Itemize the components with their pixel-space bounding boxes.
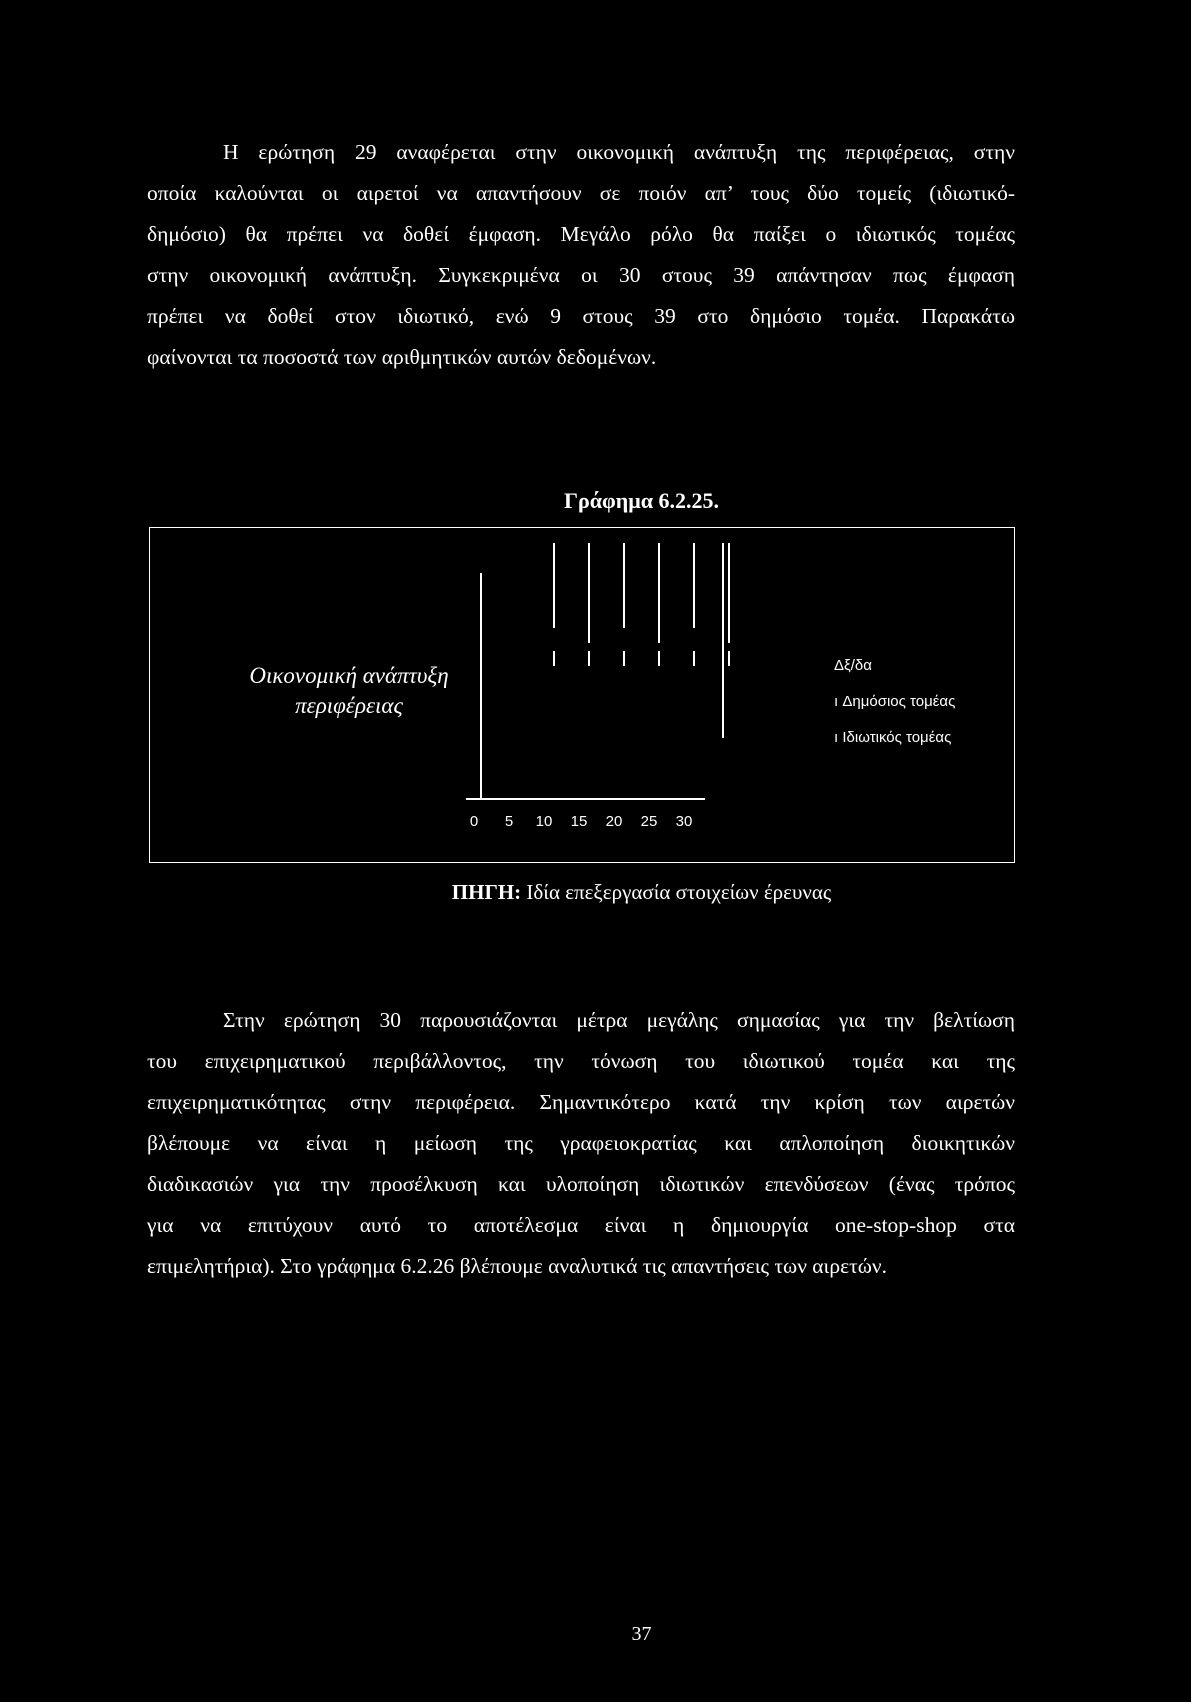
chart-frame (149, 527, 1015, 863)
chart-y-axis-line (480, 573, 482, 798)
chart-gridline (623, 543, 625, 628)
source-text: Ιδία επεξεργασία στοιχείων έρευνας (521, 880, 832, 904)
text-line: επιμελητήρια). Στο γράφημα 6.2.26 βλέπουμε αναλυτικά τις απαντήσεις των αιρετών. (147, 1254, 887, 1278)
x-tick-label: 10 (535, 813, 553, 830)
chart-gridline (588, 543, 590, 643)
legend-label: Δξ/δα (834, 657, 872, 674)
chart-gridline (658, 543, 660, 643)
text-line: Η ερώτηση 29 αναφέρεται στην οικονομική ανάπτυξη της περιφέρειας, στην (223, 140, 1015, 164)
legend-item-private: ı Ιδιωτικός τομέας (834, 729, 952, 746)
text-line: του επιχειρηματικού περιβάλλοντος, την τόνωση του ιδιωτικού τομέα και της (147, 1049, 1015, 1073)
text-line: βλέπουμε να είναι η μείωση της γραφειοκρατίας και απλοποίηση διοικητικών (147, 1131, 1015, 1155)
text-line: στην οικονομική ανάπτυξη. Συγκεκριμένα οι 30 στους 39 απάντησαν πως έμφαση (147, 263, 1015, 287)
intro-paragraph (147, 132, 1015, 378)
chart-gridline (588, 651, 590, 666)
text-line: για να επιτύχουν αυτό το αποτέλεσμα είναι η δημιουργία one-stop-shop στα (147, 1213, 1015, 1237)
legend-label: Ιδιωτικός τομέας (842, 729, 952, 746)
chart-category-label: Οικονομική ανάπτυξη περιφέρειας (249, 663, 449, 718)
text-line: πρέπει να δοθεί στον ιδιωτικό, ενώ 9 στους 39 στο δημόσιο τομέα. Παρακάτω (147, 304, 1015, 328)
legend-item-public: ı Δημόσιος τομέας (834, 693, 956, 710)
legend-item-dk (834, 648, 955, 684)
x-tick-label: 5 (504, 813, 514, 830)
x-tick-label: 20 (605, 813, 623, 830)
text-line: φαίνονται τα ποσοστά των αριθμητικών αυτών δεδομένων. (147, 345, 657, 369)
figure-caption: Γράφημα 6.2.25. (563, 488, 720, 513)
source-label: ΠΗΓΗ: (451, 880, 522, 904)
chart-gridline (728, 543, 730, 643)
text-line: οποία καλούνται οι αιρετοί να απαντήσουν σε ποιόν απ’ τους δύο τομείς (ιδιωτικό- (147, 181, 1015, 205)
x-tick-label: 25 (640, 813, 658, 830)
figure-source (0, 880, 1191, 905)
text-line: επιχειρηματικότητας στην περιφέρεια. Σημαντικότερο κατά την κρίση των αιρετών (147, 1090, 1015, 1114)
text-line: Στην ερώτηση 30 παρουσιάζονται μέτρα μεγάλης σημασίας για την βελτίωση (223, 1008, 1015, 1032)
x-tick-label: 30 (675, 813, 693, 830)
text-line: δημόσιο) θα πρέπει να δοθεί έμφαση. Μεγάλο ρόλο θα παίξει ο ιδιωτικός τομέας (147, 222, 1015, 246)
x-tick-label: 0 (469, 813, 479, 830)
chart-x-axis-line (466, 798, 705, 800)
text-line: διαδικασιών για την προσέλκυση και υλοποίηση ιδιωτικών επενδύσεων (ένας τρόπος (147, 1172, 1015, 1196)
x-tick-label: 15 (570, 813, 588, 830)
chart-gridline (658, 651, 660, 666)
page-number: 37 (631, 1623, 652, 1645)
legend-label: Δημόσιος τομέας (842, 693, 956, 710)
body-paragraph (147, 1000, 1015, 1287)
chart-gridline (553, 543, 555, 628)
chart-gridline (553, 651, 555, 666)
chart-gridline (722, 543, 724, 738)
chart-gridline (693, 651, 695, 666)
chart-gridline (693, 543, 695, 628)
chart-gridline (623, 651, 625, 666)
chart-legend (834, 648, 955, 756)
chart-gridline (728, 651, 730, 666)
